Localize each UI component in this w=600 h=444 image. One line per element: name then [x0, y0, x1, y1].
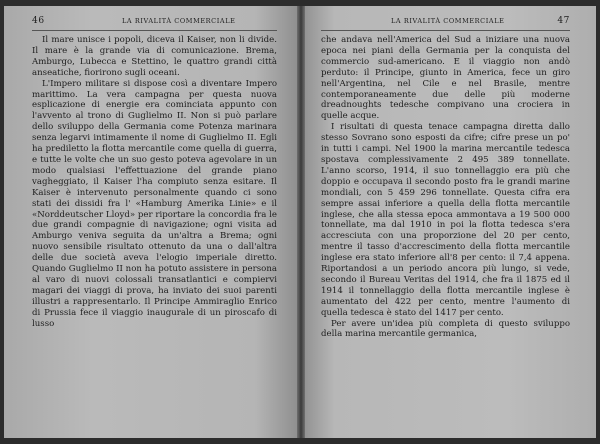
paragraph: L'Impero militare si dispose così a diventare Impero marittimo. La vera campagna per questa nuova esplicazione di energie era cominciata appunto con l'avvento al trono di Guglielmo II. Non si può parlare dello sviluppo della Germania come Potenza marinara senza legarvi intimamente il nome di Guglielmo II. Egli ha prediletto la flotta mercantile come quella di guerra, e tutte le volte che un suo gesto poteva agevolare in un modo qualsiasi l'effettuazione del grande piano vagheggiato, il Kaiser l'ha compiuto senza esitare. Il Kaiser è intervenuto personalmente quando ci sono stati dei dissidi fra l' «Hamburg Amerika Linie» e il «Norddeutscher Lloyd» per riportare la concordia fra le due grandi compagnie di navigazione; ogni visita ad Amburgo veniva seguita da un'altra a Brema; ogni nuovo sensibile risultato ottenuto da una o dall'altra delle due società aveva l'elogio imperiale diretto. Quando Guglielmo II non ha potuto assistere in persona al varo di nuovi colossali transatlantici e compiervi magari dei viaggi di prova, ha inviato dei suoi parenti illustri a rappresentarlo. Il Principe Ammiraglio Enrico di Prussia fece il viaggio inaugurale di un piroscafo di lusso [32, 78, 277, 329]
left-page-text [32, 35, 277, 329]
book-gutter [297, 6, 305, 438]
right-page-text [321, 35, 570, 340]
right-running-title: LA RIVALITÀ COMMERCIALE [391, 17, 505, 25]
left-running-title: LA RIVALITÀ COMMERCIALE [122, 17, 236, 25]
left-page-number: 46 [32, 16, 45, 26]
left-running-head [32, 16, 277, 31]
paragraph: Il mare unisce i popoli, diceva il Kaiser, non li divide. Il mare è la grande via di comunicazione. Brema, Amburgo, Lubecca e Stettino, le quattro grandi città anseatiche, fiorirono sugli oceani. [32, 35, 277, 78]
right-running-head [321, 16, 570, 31]
left-page [4, 6, 299, 438]
paragraph: I risultati di questa tenace campagna diretta dallo stesso Sovrano sono esposti da cifre; cifre prese un po' in tutti i campi. Nel 1900 la marina mercantile tedesca spostava complessivamente 2 495 389 tonnellate. L'anno scorso, 1914, il suo tonnellaggio era più che doppio e occupava il secondo posto fra le grandi marine mondiali, con 5 459 296 tonnellate. Questa cifra era sempre assai inferiore a quella della flotta mercantile inglese, che alla stessa epoca ammontava a 19 500 000 tonnellate, ma dal 1910 in poi la flotta tedesca s'era accresciuta con una proporzione del 20 per cento, mentre il tasso d'accrescimento della flotta mercantile inglese era stato inferiore all'8 per cento: il 7,4 appena. Riportandosi a un periodo ancora più lungo, si vede, secondo il Bureau Veritas del 1914, che fra il 1875 ed il 1914 il tonnellaggio della flotta mercantile inglese è aumentato del 422 per cento, mentre l'aumento di quella tedesca è stato del 1417 per cento. [321, 122, 570, 318]
book-spread [4, 6, 596, 438]
right-page [299, 6, 596, 438]
right-page-number: 47 [557, 16, 570, 26]
paragraph: Per avere un'idea più completa di questo sviluppo della marina mercantile germanica, [321, 318, 570, 340]
paragraph: che andava nell'America del Sud a iniziare una nuova epoca nei piani della Germania per la conquista del commercio sud-americano. E il viaggio non andò perduto: il Principe, giunto in America, fece un giro nell'Argentina, nel Cile e nel Brasile, mentre contemporaneamente due delle più moderne dreadnoughts tedesche compivano una crociera in quelle acque. [321, 35, 570, 122]
